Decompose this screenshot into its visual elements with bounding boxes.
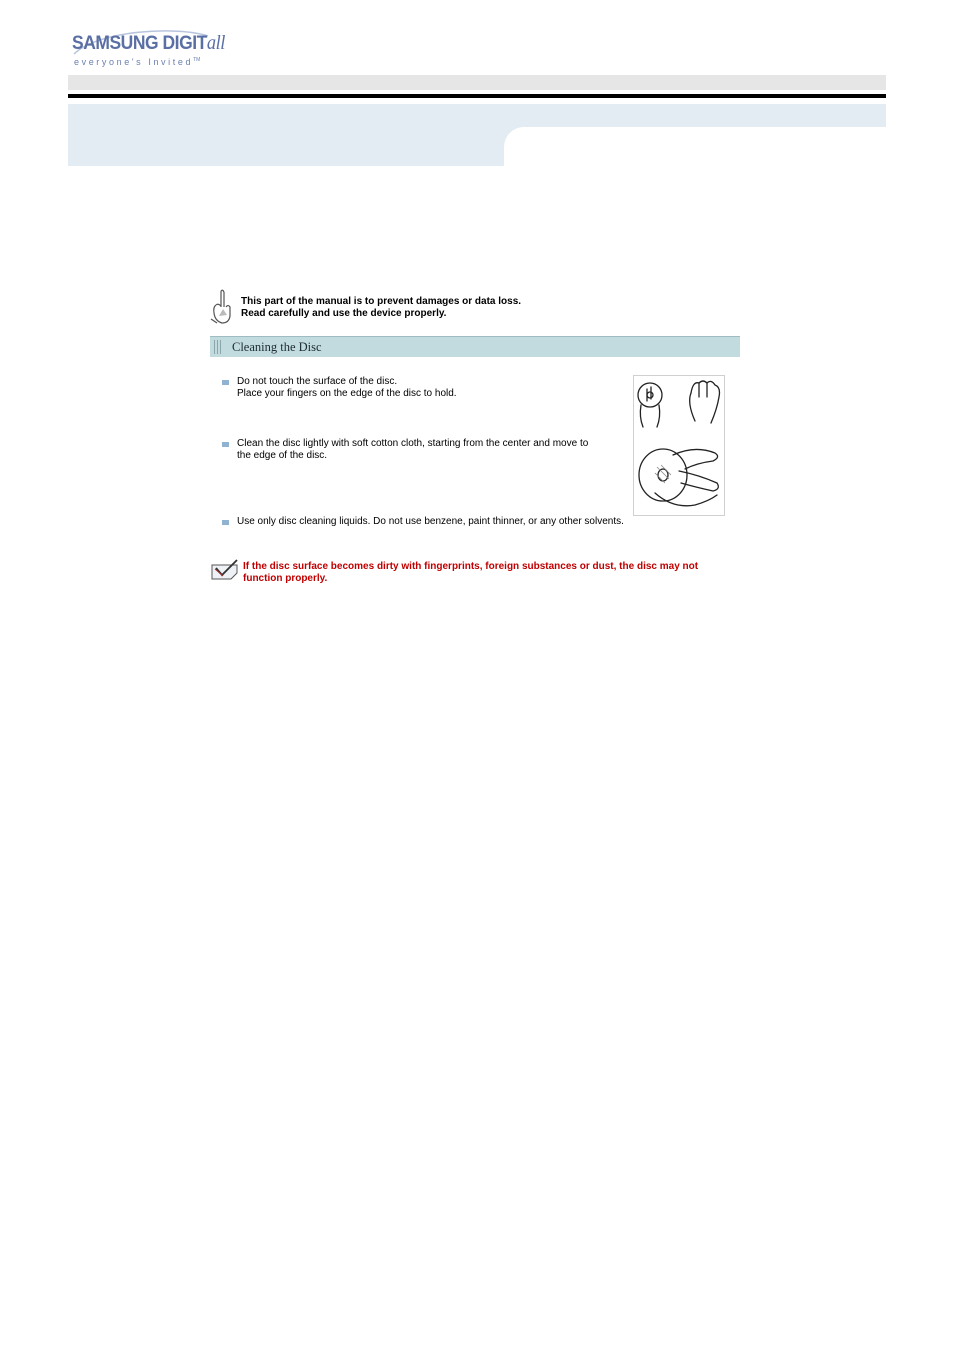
section-header [210,336,740,357]
bullet-icon [222,442,229,447]
section-stripes [214,340,223,354]
disc-handling-illustration [633,375,725,516]
title-banner [68,104,504,166]
logo-wordmark: SAMSUNG DIGITall [72,32,225,54]
note-check-icon [211,559,239,581]
title-banner-right [504,104,886,127]
list-item: Clean the disc lightly with soft cotton cloth, starting from the center and move to the edge of the disc. [237,438,589,461]
section-title: Cleaning the Disc [232,340,322,354]
logo-tagline: everyone's Invited™ [74,57,201,67]
bullet-icon [222,520,229,525]
pointing-hand-icon [209,289,237,325]
note-text: If the disc surface becomes dirty with fingerprints, foreign substances or dust, the disc may not function properly. [243,561,699,584]
header-black-rule [68,94,886,98]
list-item: Use only disc cleaning liquids. Do not use benzene, paint thinner, or any other solvents. [237,516,624,527]
bullet-icon [222,380,229,385]
intro-text: This part of the manual is to prevent damages or data loss. Read carefully and use the device properly. [241,296,522,319]
list-item: Do not touch the surface of the disc. Place your fingers on the edge of the disc to hold. [237,376,457,399]
samsung-logo [68,26,225,74]
header-gray-bar [68,75,886,90]
title-banner-curve [504,127,524,147]
